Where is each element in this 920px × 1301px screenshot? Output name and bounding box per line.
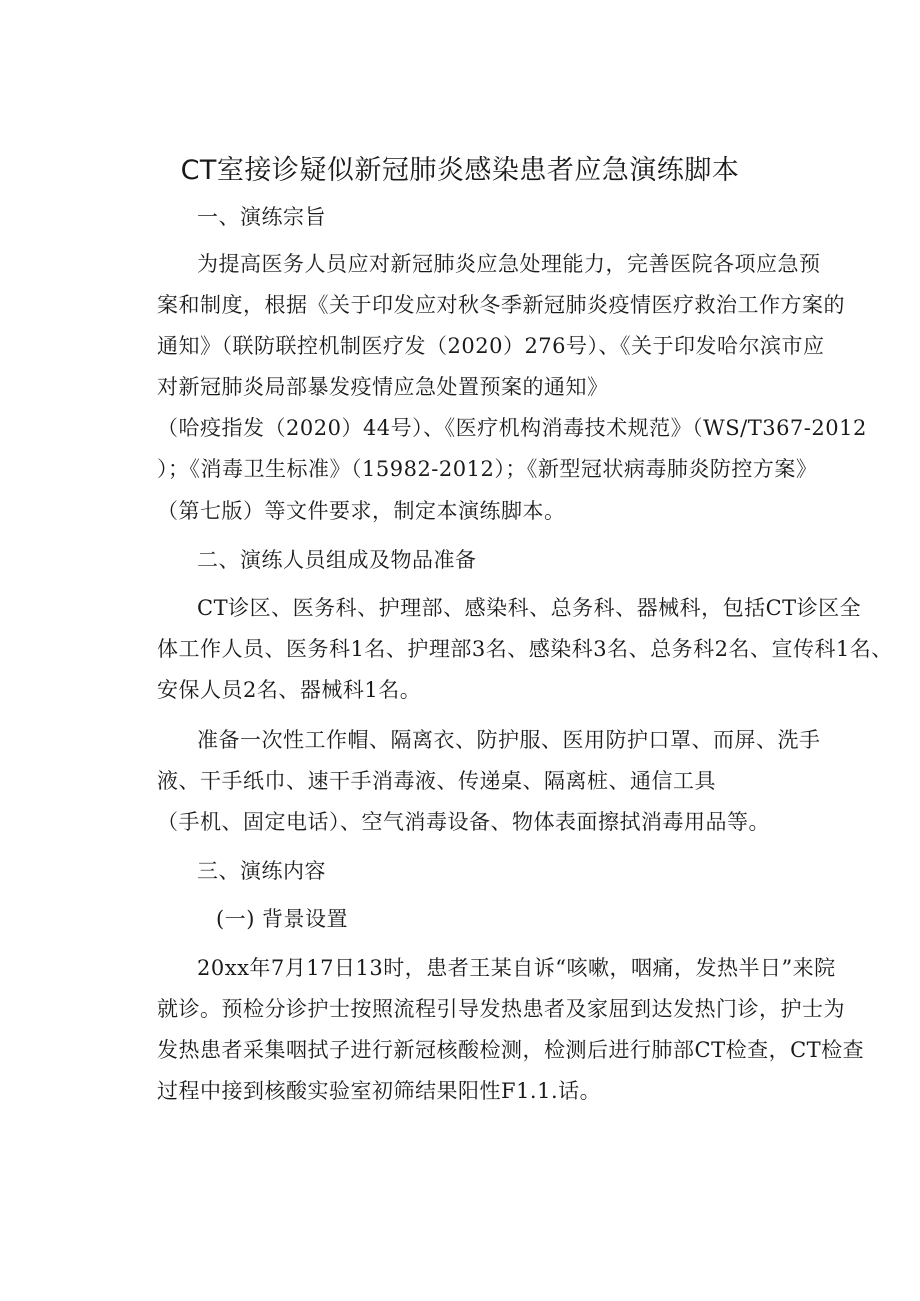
paragraph-line: 发热患者采集咽拭子进行新冠核酸检测，检测后进行肺部CT检查，CT检查: [157, 1038, 865, 1062]
paragraph-line: 案和制度，根据《关于印发应对秋冬季新冠肺炎疫情医疗救治工作方案的: [157, 293, 845, 317]
paragraph-line: CT诊区、医务科、护理部、感染科、总务科、器械科，包括CT诊区全: [197, 596, 862, 620]
paragraph-line: 就诊。预检分诊护士按照流程引导发热患者及家屈到达发热门诊，护士为: [157, 997, 845, 1021]
paragraph-line: 通知》（联防联控机制医疗发（2020）276号）、《关于印发哈尔滨市应: [157, 334, 825, 358]
paragraph-line: 准备一次性工作帽、隔离衣、防护服、医用防护口罩、而屏、洗手: [197, 728, 821, 752]
paragraph-line: （第七版）等文件要求，制定本演练脚本。: [157, 499, 566, 523]
paragraph-line: 安保人员2名、器械科1名。: [157, 678, 422, 702]
paragraph-line: ）；《消毒卫生标准》（15982-2012）；《新型冠状病毒肺炎防控方案》: [157, 457, 818, 481]
section-heading-personnel: 二、演练人员组成及物品准备: [197, 548, 477, 572]
paragraph-line: 液、干手纸巾、速干手消毒液、传递桌、隔离桩、通信工具: [157, 769, 716, 793]
document-title: CT室接诊疑似新冠肺炎感染患者应急演练脚本: [180, 155, 740, 186]
paragraph-line: 为提高医务人员应对新冠肺炎应急处理能力，完善医院各项应急预: [197, 252, 821, 276]
section-heading-purpose: 一、演练宗旨: [197, 205, 326, 229]
paragraph-line: （手机、固定电话）、空气消毒设备、物体表面擦拭消毒用品等。: [157, 810, 770, 834]
paragraph-line: 过程中接到核酸实验室初筛结果阳性F1.1.话。: [157, 1079, 602, 1103]
section-heading-content: 三、演练内容: [197, 859, 326, 883]
paragraph-line: 20xx年7月17日13时，患者王某自诉“咳嗽，咽痛，发热半日”来院: [197, 956, 836, 980]
paragraph-line: 对新冠肺炎局部暴发疫情应急处置预案的通知》: [157, 375, 609, 399]
paragraph-line: 体工作人员、医务科1名、护理部3名、感染科3名、总务科2名、宣传科1名、: [157, 637, 893, 661]
subsection-heading-background: (一) 背景设置: [216, 907, 349, 931]
paragraph-line: （哈疫指发（2020）44号）、《医疗机构消毒技术规范》（WS/T367-2012: [157, 416, 867, 440]
